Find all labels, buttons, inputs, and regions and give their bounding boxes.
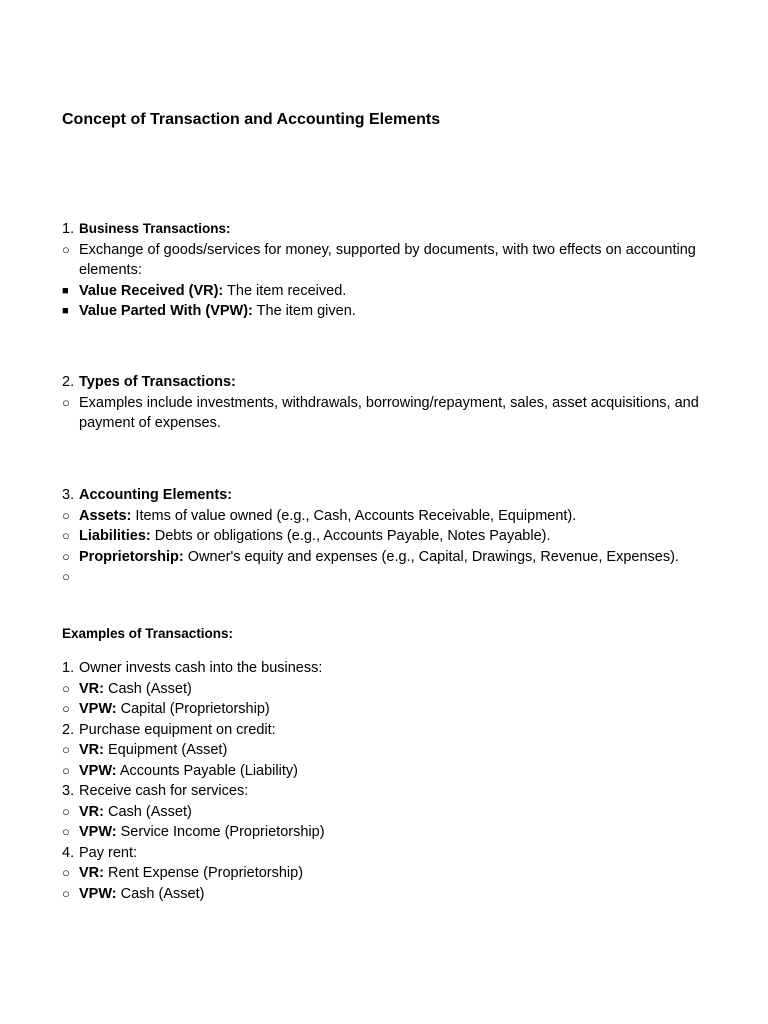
examples-heading: Examples of Transactions:	[62, 626, 234, 641]
square-bullet-icon: ■	[62, 284, 69, 297]
section-accounting-elements	[62, 485, 702, 588]
example-item	[62, 843, 702, 864]
section-business-transactions	[62, 219, 702, 322]
example-vpw	[62, 761, 702, 782]
example-number: 2.	[62, 721, 75, 738]
vr-label: VR:	[79, 803, 104, 820]
example-number: 4.	[62, 844, 75, 861]
section-heading	[62, 372, 702, 393]
square-bullet-icon: ■	[62, 305, 69, 317]
circle-bullet-icon: ○	[62, 885, 70, 901]
item-text: Items of value owned (e.g., Cash, Accounts Receivable, Equipment).	[135, 507, 577, 524]
example-vr	[62, 802, 702, 823]
examples-list	[62, 658, 702, 904]
example-item	[62, 720, 702, 741]
example-text: Purchase equipment on credit:	[79, 721, 276, 738]
section-heading-text: Business Transactions:	[79, 221, 231, 236]
vr-label: VR:	[79, 742, 104, 758]
example-vpw	[62, 884, 702, 905]
circle-bullet-icon: ○	[62, 548, 70, 564]
document-title: Concept of Transaction and Accounting Elements	[62, 111, 441, 128]
example-vr	[62, 679, 702, 700]
example-number: 1.	[62, 660, 75, 676]
item-text: The item given.	[256, 303, 356, 319]
vpw-text: Capital (Proprietorship)	[120, 701, 270, 717]
vr-text: Cash (Asset)	[108, 680, 192, 697]
circle-bullet-icon: ○	[62, 742, 70, 757]
circle-bullet-icon: ○	[62, 569, 70, 584]
example-vpw	[62, 699, 702, 720]
circle-bullet-icon: ○	[62, 803, 70, 819]
item-term: Proprietorship:	[79, 548, 184, 565]
vr-text: Rent Expense (Proprietorship)	[108, 865, 304, 881]
vr-text: Equipment (Asset)	[108, 742, 228, 758]
circle-bullet-icon: ○	[62, 762, 70, 778]
section-heading-text: Types of Transactions:	[79, 374, 236, 390]
item-term: Assets:	[79, 507, 132, 524]
item-text: Examples include investments, withdrawals, borrowing/repayment, sales, asset acquisitions, and payment of expenses.	[79, 394, 699, 431]
section-number: 1.	[62, 221, 75, 237]
vpw-label: VPW:	[79, 701, 117, 717]
list-item	[62, 393, 702, 434]
list-item	[62, 506, 702, 527]
section-heading	[62, 485, 702, 506]
example-text: Receive cash for services:	[79, 783, 249, 799]
example-item	[62, 658, 702, 679]
example-item	[62, 781, 702, 802]
item-term: Value Parted With (VPW):	[79, 303, 253, 319]
section-heading-text: Accounting Elements:	[79, 487, 233, 503]
vr-label: VR:	[79, 865, 104, 881]
circle-bullet-icon: ○	[62, 394, 70, 410]
section-types-of-transactions	[62, 372, 702, 434]
example-text: Pay rent:	[79, 844, 138, 861]
example-vpw	[62, 822, 702, 843]
example-number: 3.	[62, 783, 75, 799]
section-number: 3.	[62, 487, 75, 503]
list-item	[62, 240, 702, 281]
vpw-text: Service Income (Proprietorship)	[120, 824, 325, 840]
circle-bullet-icon: ○	[62, 824, 70, 839]
item-text: The item received.	[227, 282, 347, 299]
circle-bullet-icon: ○	[62, 507, 70, 523]
example-vr	[62, 863, 702, 884]
item-text: Owner's equity and expenses (e.g., Capital, Drawings, Revenue, Expenses).	[187, 548, 679, 565]
item-text: Exchange of goods/services for money, supported by documents, with two effects on accounting elements:	[79, 241, 696, 278]
list-item	[62, 547, 702, 568]
example-text: Owner invests cash into the business:	[79, 660, 323, 676]
vr-text: Cash (Asset)	[108, 803, 192, 820]
list-item	[62, 526, 702, 547]
item-text: Debts or obligations (e.g., Accounts Payable, Notes Payable).	[154, 528, 551, 544]
section-number: 2.	[62, 374, 75, 390]
empty-list-item	[62, 567, 702, 588]
item-term: Liabilities:	[79, 528, 151, 544]
list-item	[62, 281, 702, 302]
section-heading	[62, 219, 702, 240]
vpw-label: VPW:	[79, 762, 117, 779]
item-term: Value Received (VR):	[79, 282, 224, 299]
circle-bullet-icon: ○	[62, 528, 70, 543]
vpw-text: Cash (Asset)	[120, 885, 205, 902]
example-vr	[62, 740, 702, 761]
circle-bullet-icon: ○	[62, 701, 70, 716]
vpw-label: VPW:	[79, 824, 117, 840]
vpw-label: VPW:	[79, 885, 117, 902]
vpw-text: Accounts Payable (Liability)	[119, 762, 298, 779]
circle-bullet-icon: ○	[62, 241, 70, 257]
circle-bullet-icon: ○	[62, 865, 70, 880]
vr-label: VR:	[79, 680, 104, 697]
circle-bullet-icon: ○	[62, 680, 70, 696]
list-item	[62, 301, 702, 322]
